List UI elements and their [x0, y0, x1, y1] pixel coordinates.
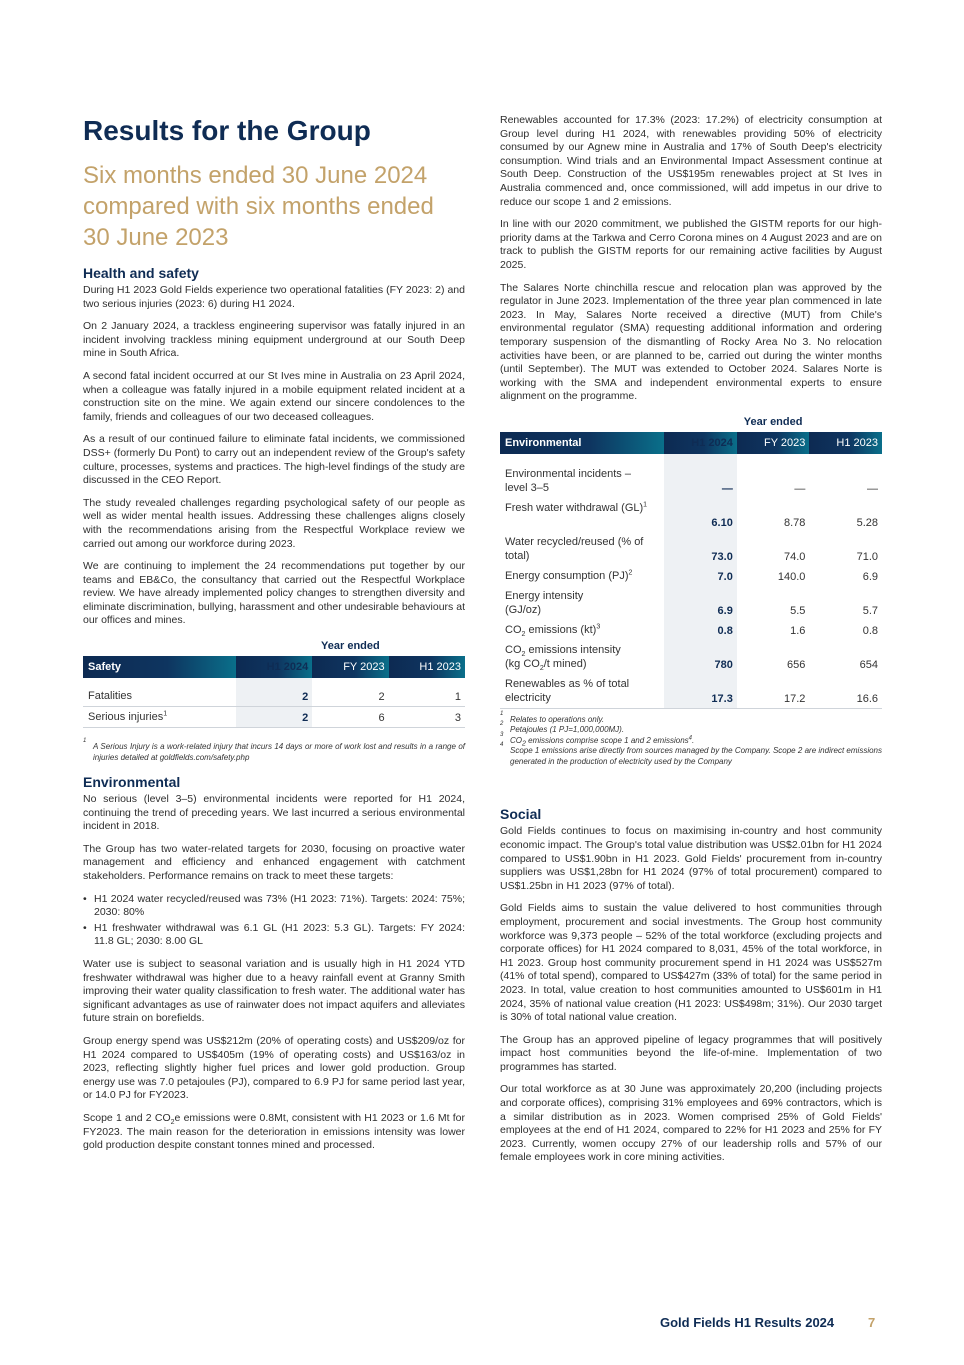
safety-col-h1-2024: H1 2024 — [236, 656, 312, 678]
env-footnotes — [500, 710, 882, 768]
cell-h1-2023: 3 — [389, 707, 465, 728]
left-column — [83, 112, 465, 1162]
env-col-h1-2024: H1 2024 — [664, 432, 737, 454]
safety-footnote: 1 A Serious Injury is a work-related injury that incurs 14 days or more of work lost and results in a range of injuries detailed at goldfields.com/safety.php — [83, 738, 465, 762]
page-subtitle: Six months ended 30 June 2024 compared with six months ended 30 June 2023 — [83, 162, 434, 251]
table-row — [83, 686, 465, 707]
cell-fy-2023: 8.78 — [783, 516, 806, 529]
env-paragraph: The Salares Norte chinchilla rescue and relocation plan was approved by the regulator in June 2023. Implementation of the three year plan commenced in late 2023. In May, Salares Norte received a directive (MUT) from Chile's environmental regulator (SMA) requesting additional information and ordering temporary suspension of the dismantling of Rocky Area No 3. No relocation activities have been, or are planned to be, carried out during the winter months (until September). The MUT was extended to October 2024. Salares Norte is working with the SMA and independent environmental experts to ensure alignment on the programme. — [500, 281, 882, 403]
social-heading: Social — [500, 806, 542, 823]
cell-fy-2023: 656 — [787, 658, 806, 671]
cell-h1-2024: 2 — [236, 707, 312, 728]
safety-year-ended: Year ended — [321, 640, 380, 653]
social-paragraph: Our total workforce as at 30 June was approximately 20,200 (including projects and corporate offices), comprising 31% employees and 69% contractors, which is a similar distribution as in 2023. Women comprised 25% of Gold Fields' employees at the end of H1 2024, compared to 22% for H1 2023 and 25% for FY 2023. Currently, women occupy 27% of our leadership rolls and 57% of our female employees work in core mining activities. — [500, 1083, 882, 1164]
table-row: $CO_2$ emissions (kt)$^3$ 0.8 1.6 0.8 — [500, 620, 882, 640]
list-item: • H1 freshwater withdrawal was 6.1 GL (H1 2023: 5.3 GL). Targets: FY 2024: 11.8 GL; 2030: 8.00 GL — [83, 922, 465, 949]
footer-title: Gold Fields H1 Results 2024 — [660, 1315, 835, 1330]
cell-h1-2023: 16.6 — [809, 674, 882, 709]
env-table-header — [500, 432, 882, 454]
cell-h1-2024: 17.3 — [664, 674, 737, 709]
table-row: Water recycled/reused (% of total) 73.0 74.0 71.0 — [500, 532, 882, 566]
cell-fy-2023: 74.0 — [783, 550, 806, 563]
hs-paragraph: We are continuing to implement the 24 recommendations put together by our teams and EB&Co, the consultancy that carried out the Respectful Workplace review. We have already implemented policy changes to strengthen diversity and eliminate discrimination, bullying, harassment and other undesirable behaviours at our offices and mines. — [83, 560, 465, 627]
safety-col-fy-2023: FY 2023 — [312, 656, 388, 678]
cell-fy-2023: 140.0 — [777, 570, 806, 583]
table-row — [83, 707, 465, 728]
cell-h1-2024: 0.8 — [664, 620, 737, 640]
environmental-heading: Environmental — [83, 774, 181, 791]
page-title: Results for the Group — [83, 115, 371, 146]
env-paragraph: Water use is subject to seasonal variation and is usually high in H1 2024 YTD freshwater withdrawal was higher due to a heavy rainfall event at Granny Smith improving their water quality classification to fresh water. The additional water has significant advantages as use of rainwater does not impact aquifers and alleviates future strain on borefields. — [83, 958, 465, 1025]
cell-fy-2023: 2 — [312, 686, 388, 707]
hs-paragraph: The study revealed challenges regarding psychological safety of our people as well as wider mental health issues. Addressing these challenges aligns closely with the recommendations arising from the Respectful Workplace review we carried out among our workforce during 2023. — [83, 496, 465, 550]
table-row: Energy consumption (PJ)$^2$ 7.0 140.0 6.9 — [500, 566, 882, 586]
cell-fy-2023: 5.5 — [790, 604, 806, 617]
env-paragraph: Renewables accounted for 17.3% (2023: 17.2%) of electricity consumption at Group level during H1 2024, with renewables providing 50% of electricity consumed by our Agnew mine in Australia and 17% of South Deep's electricity consumption. Wind trials and an Environmental Impact Assessment continue at South Deep. Construction of the US$195m renewables project at St Ives in Australia commenced and, once commissioned, will add impetus in our drive to reduce our scope 1 and 2 emissions. — [500, 114, 882, 208]
footnote: 1 Relates to operations only. — [500, 710, 605, 724]
footnote: 2 Petajoules (1 PJ=1,000,000MJ). — [500, 721, 625, 735]
env-paragraph: The Group has two water-related targets for 2030, focusing on proactive water management and efficiency and enhanced engagement with catchment stakeholders. Performance remains on track to meet these targets: — [83, 842, 465, 883]
safety-table — [83, 637, 465, 728]
cell-h1-2023: 71.0 — [856, 550, 878, 563]
cell-h1-2024: 2 — [236, 686, 312, 707]
social-paragraph: Gold Fields aims to sustain the value delivered to host communities through employment, procurement and social investments. The Group host community workforce was 9,373 people – 52% of the total workforce (excluding projects and corporate offices) for H1 2024 compared to 8,031, 45% of the total workforce, in H1 2023. Group host community procurement spend in H1 2024 was US$527m (41% of total spend), compared to US$427m (33% of total) for the same period in 2023. In total, value creation to host communities amounted to US$601m in H1 2024, 35% of national value creation (H1 2023: US$498m; 31%). Our 2030 target is 30% of total national value creation. — [500, 902, 882, 1024]
environmental-table — [500, 413, 882, 709]
hs-paragraph: A second fatal incident occurred at our St Ives mine in Australia on 23 April 2024, when a colleague was fatally injured in a mobile equipment related incident at a construction site on the mine. We again extend our sincere condolences to the family, friends and colleagues of our two deceased colleagues. — [83, 369, 465, 423]
table-row: Environmental incidents – level 3–5 — — — — [500, 464, 882, 498]
cell-fy-2023: 17.2 — [737, 674, 810, 709]
cell-h1-2024: — — [664, 464, 737, 498]
env-paragraph: Scope 1 and 2 $CO_2e$ emissions were 0.8Mt, consistent with H1 2023 or 1.6 Mt for FY2023. The main reason for the deterioration in emissions intensity was lower gold production despite constant tonnes mined and processed. — [83, 1111, 466, 1152]
hs-paragraph: On 2 January 2024, a trackless engineering supervisor was fatally injured in an incident involving trackless mining equipment underground at our South Deep mine in South Africa. — [83, 320, 465, 360]
cell-h1-2023: — — [867, 482, 878, 495]
env-year-ended: Year ended — [743, 415, 803, 428]
cell-h1-2023: 5.28 — [856, 516, 878, 529]
footnote: 3 $CO_2$ emissions comprise scope 1 and 2 emissions$^4$. — [500, 731, 695, 748]
env-paragraph: No serious (level 3–5) environmental incidents were reported for H1 2024, continuing the trend of preceding years. We last incurred a serious environmental incident in 2018. — [83, 793, 465, 833]
cell-h1-2024: 6.10 — [664, 498, 737, 532]
social-paragraph: The Group has an approved pipeline of legacy programmes that will positively impact host communities beyond the life-of-mine. Implementation of two programmes has started. — [500, 1033, 882, 1073]
cell-h1-2023: 654 — [859, 658, 878, 671]
table-row: Renewables as % of total electricity 17.3 17.2 16.6 — [500, 674, 882, 709]
cell-h1-2023: 0.8 — [862, 624, 878, 637]
cell-fy-2023: 6 — [312, 707, 388, 728]
cell-h1-2023: 6.9 — [862, 570, 878, 583]
safety-col-label: Safety — [83, 656, 236, 678]
cell-h1-2023: 1 — [389, 686, 465, 707]
env-col-h1-2023: H1 2023 — [809, 432, 882, 454]
water-targets-list — [83, 893, 465, 949]
cell-h1-2024: 780 — [664, 640, 737, 674]
health-safety-heading: Health and safety — [83, 265, 199, 281]
env-paragraph: Group energy spend was US$212m (20% of operating costs) and US$209/oz for H1 2024 compared to US$405m (19% of operating costs) and US$163/oz in 2023, reflecting slightly higher fuel prices and lower gold production. Group energy use was 7.0 petajoules (PJ), compared to 6.9 PJ for same period last year, or 14.0 PJ for FY2023. — [83, 1034, 465, 1102]
cell-h1-2024: 7.0 — [664, 566, 737, 586]
cell-h1-2023: 5.7 — [862, 604, 878, 617]
cell-fy-2023: 1.6 — [790, 624, 806, 637]
hs-paragraph: As a result of our continued failure to eliminate fatal incidents, we commissioned DSS+ (formerly Du Pont) to carry out an independent review of the Group's safety culture, processes, systems and practices. The high-level findings of the study are discussed in the CEO Report. — [83, 433, 465, 487]
hs-paragraph: During H1 2023 Gold Fields experience two operational fatalities (FY 2023: 2) and two serious injuries (2023: 6) during H1 2024. — [83, 284, 465, 310]
cell-h1-2024: 6.9 — [664, 586, 737, 620]
page-number: 7 — [868, 1315, 876, 1330]
env-col-fy-2023: FY 2023 — [737, 432, 810, 454]
cell-h1-2024: 73.0 — [664, 532, 737, 566]
right-column — [500, 114, 882, 1174]
footnote: 4 Scope 1 emissions arise directly from sources managed by the Company. Scope 2 are indirect emissions generated in the production of electricity used by the Company — [500, 742, 882, 766]
row-label: Serious injuries$^1$ — [83, 707, 236, 728]
row-label: Fatalities — [83, 686, 236, 707]
list-item: • H1 2024 water recycled/reused was 73% (H1 2023: 71%). Targets: 2024: 75%; 2030: 80% — [83, 893, 465, 920]
social-paragraph: Gold Fields continues to focus on maximising in-country and host community economic impact. The Group's total value distribution was US$2.01bn for H1 2024 compared to US$1.90bn in H1 2023. Gold Fields' procurement from in-country suppliers was US$1,28bn for H1 2024 (97% of total procurement) compared to US$1.25bn in H1 2023 (97% of total). — [500, 825, 882, 892]
table-row: $CO_2$ emissions intensity (kg $CO_2/t$ mined) 780 656 654 — [500, 640, 882, 674]
table-row: Fresh water withdrawal (GL)$^1$ 6.10 8.78 5.28 — [500, 498, 882, 532]
env-col-label: Environmental — [500, 432, 664, 454]
env-paragraph: In line with our 2020 commitment, we published the GISTM reports for our high-priority dams at the Tarkwa and Cerro Corona mines on 4 August 2023 and are on track to publish the GISTM reports for our remaining active facilities by August 2025. — [500, 218, 882, 271]
cell-fy-2023: — — [794, 482, 806, 495]
table-row: Energy intensity (GJ/oz) 6.9 5.5 5.7 — [500, 586, 882, 620]
safety-col-h1-2023: H1 2023 — [389, 656, 465, 678]
safety-table-header — [83, 656, 465, 678]
